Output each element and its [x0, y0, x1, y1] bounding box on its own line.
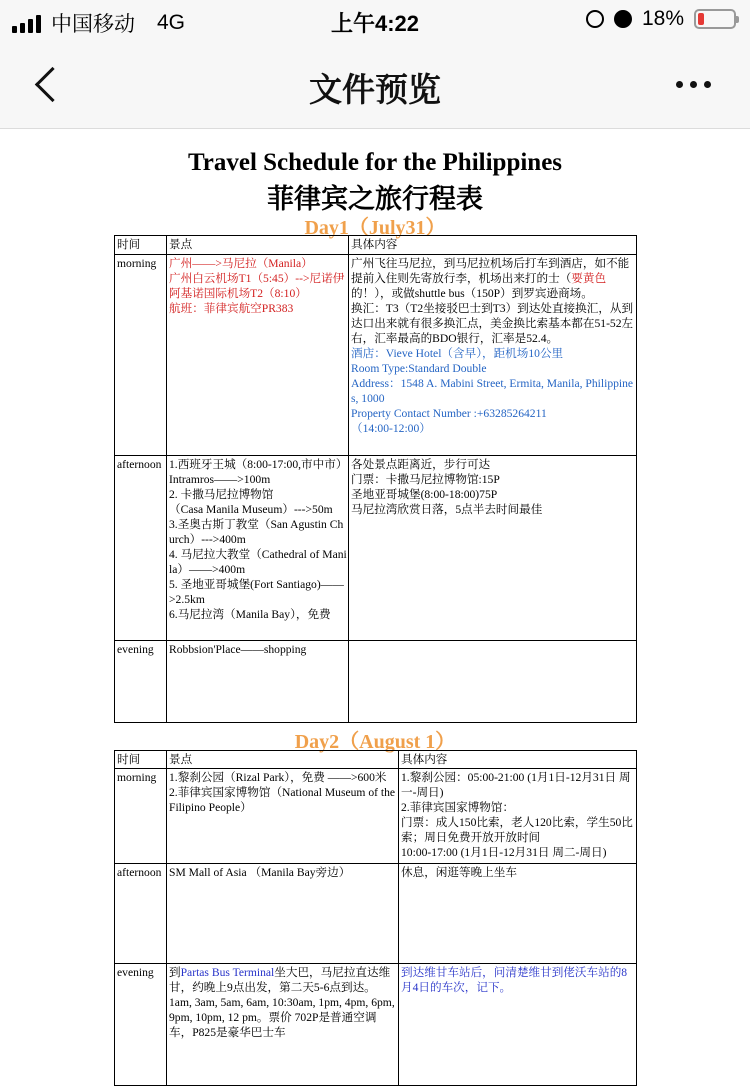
detail-line: 门票：成人150比索，老人120比索，学生50比索；周日免费开放开放时间: [401, 816, 633, 844]
header-spot: 景点: [167, 751, 399, 769]
spot-line: 广州——>马尼拉（Manila）: [169, 257, 313, 270]
spot-line: 4. 马尼拉大教堂（Cathedral of Manila）——>400m: [169, 548, 347, 576]
detail-line: 门票：卡撒马尼拉博物馆:15P: [351, 473, 500, 486]
hotel-line: （14:00-12:00）: [351, 422, 431, 435]
taxi-highlight: 要黄色: [571, 272, 607, 285]
detail-cell: [399, 769, 637, 864]
doc-title-cn: 菲律宾之旅行程表: [267, 184, 483, 214]
day2-heading: Day2（August 1）: [294, 731, 456, 753]
table-row: [115, 964, 637, 1086]
detail-line: 各处景点距离近，步行可达: [351, 458, 491, 471]
header-spot: 景点: [167, 236, 349, 255]
table-row: [115, 456, 637, 641]
hotel-line: 酒店：Vieve Hotel（含早），距机场10公里: [351, 347, 564, 360]
detail-line: 10:00-17:00 (1月1日-12月31日 周二-周日): [401, 846, 607, 859]
spot-cell: Robbsion'Place——shopping: [167, 641, 349, 723]
status-time: 上午4:22: [330, 11, 420, 36]
bus-terminal-link: Partas Bus Terminal: [180, 966, 275, 979]
table-header-row: [115, 751, 637, 769]
hotel-line: Property Contact Number :+63285264211: [351, 407, 547, 420]
detail-cell: 休息，闲逛等晚上坐车: [399, 864, 637, 964]
day1-table: [114, 235, 637, 723]
day1-heading: Day1（July31）: [304, 217, 446, 239]
document-preview[interactable]: [0, 129, 750, 1088]
time-cell: afternoon: [115, 864, 167, 964]
carrier-label: 中国移动: [51, 13, 135, 36]
spot-line: 广州白云机场T1（5:45）-->尼诺伊阿基诺国际机场T2（8:10）: [169, 272, 345, 300]
spot-line: 2. 卡撒马尼拉博物馆: [169, 488, 274, 501]
detail-cell: [349, 456, 637, 641]
hotel-line: Address：1548 A. Mabini Street, Ermita, Manila, Philippines, 1000: [351, 377, 634, 405]
spot-line: 2.菲律宾国家博物馆（National Museum of the Filipino People）: [169, 786, 396, 814]
bus-times: 1am, 3am, 5am, 6am, 10:30am, 1pm, 4pm, 6pm, 9pm, 10pm, 12 pm。票价 702P是普通空调车，P825是豪华巴士车: [169, 996, 395, 1039]
spot-text: 到: [169, 966, 181, 979]
spot-cell: [167, 456, 349, 641]
spot-line: 航班：菲律宾航空PR383: [169, 302, 294, 315]
time-cell: afternoon: [115, 456, 167, 641]
battery-percent: 18%: [641, 7, 684, 30]
spot-text: 坐大巴，马尼拉直达维甘，约晚上9点出发，第二天5-6点到达。: [169, 966, 391, 994]
detail-line: 1.黎刹公园：05:00-21:00 (1月1日-12月31日 周一-周日): [401, 771, 631, 799]
spot-cell: [167, 964, 399, 1086]
spot-cell: [167, 255, 349, 456]
spot-line: （Casa Manila Museum）--->50m: [169, 503, 333, 516]
spot-line: 3.圣奥古斯丁教堂（San Agustin Church）--->400m: [169, 518, 344, 546]
nav-bar: [0, 42, 750, 129]
day2-table: [114, 750, 637, 1086]
spot-line: 5. 圣地亚哥城堡(Fort Santiago)——>2.5km: [169, 578, 344, 606]
spot-line: 6.马尼拉湾（Manila Bay），免费: [169, 608, 331, 621]
header-detail: 具体内容: [349, 236, 637, 255]
header-time: 时间: [115, 751, 167, 769]
hotel-line: Room Type:Standard Double: [351, 362, 487, 375]
detail-text: 的！），或做shuttle bus（150P）到罗宾逊商场。: [351, 287, 593, 300]
spot-cell: [167, 769, 399, 864]
more-icon[interactable]: [676, 72, 716, 96]
table-row: [115, 769, 637, 864]
detail-line: 马尼拉湾欣赏日落，5点半去时间最佳: [351, 503, 543, 516]
table-row: [115, 864, 637, 964]
spot-cell: SM Mall of Asia （Manila Bay旁边）: [167, 864, 399, 964]
page-title: 文件预览: [309, 71, 441, 108]
rotation-lock-icon: [586, 10, 604, 28]
header-detail: 具体内容: [399, 751, 637, 769]
table-row: [115, 641, 637, 723]
detail-cell: [349, 255, 637, 456]
detail-line: 2.菲律宾国家博物馆：: [401, 801, 515, 814]
table-header-row: [115, 236, 637, 255]
time-cell: evening: [115, 641, 167, 723]
time-cell: morning: [115, 769, 167, 864]
alarm-icon: [614, 10, 632, 28]
detail-line: 圣地亚哥城堡(8:00-18:00)75P: [351, 488, 498, 501]
network-label: 4G: [157, 11, 186, 34]
spot-line: 1.西班牙王城（8:00-17:00,市中市）Intramros——>100m: [169, 458, 342, 486]
detail-text: 换汇：T3（T2坐接驳巴士到T3）到达处直接换汇，从到达口出来就有很多换汇点，美金换比索基本都在51-52左右，汇率最高的BDO银行，汇率是52.4。: [351, 302, 634, 345]
detail-text: 广州飞往马尼拉，到马尼拉机场后打车到酒店，如不能提前入住则先寄放行李，机场出来打的士（: [351, 257, 630, 285]
time-cell: evening: [115, 964, 167, 1086]
detail-cell: 到达维甘车站后，问清楚维甘到佬沃车站的8月4日的车次，记下。: [399, 964, 637, 1086]
doc-title-en: Travel Schedule for the Philippines: [187, 149, 563, 176]
table-row: [115, 255, 637, 456]
battery-icon: [694, 9, 736, 29]
header-time: 时间: [115, 236, 167, 255]
detail-cell: [349, 641, 637, 723]
spot-line: 1.黎刹公园（Rizal Park），免费 ——>600米: [169, 771, 387, 784]
status-right: [586, 7, 736, 31]
time-cell: morning: [115, 255, 167, 456]
status-bar: [0, 0, 750, 42]
